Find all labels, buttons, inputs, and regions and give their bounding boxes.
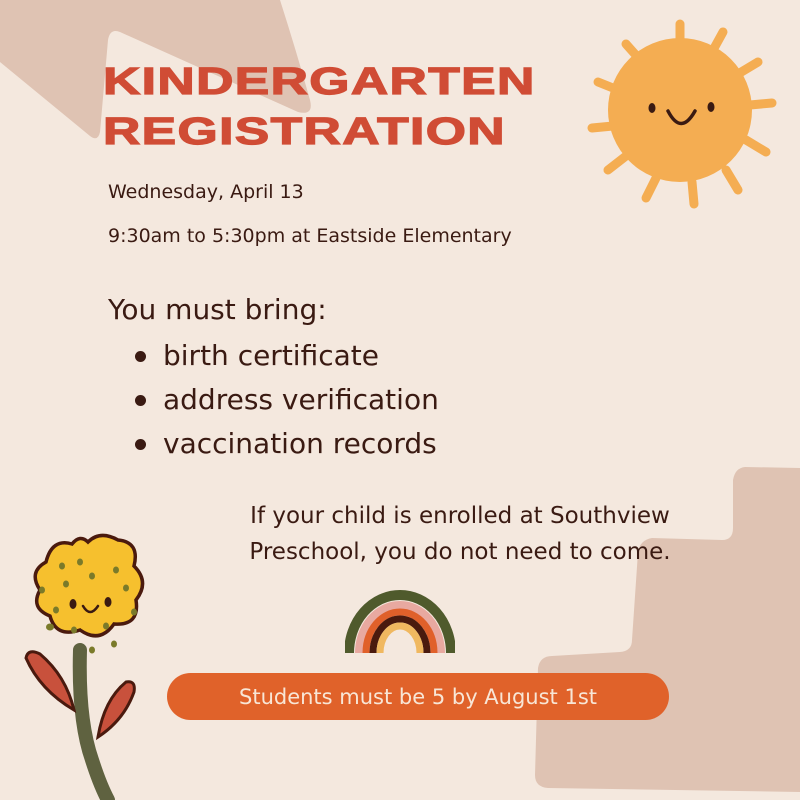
- title-line-1: KINDERGARTEN: [103, 61, 536, 103]
- title-line-2: REGISTRATION: [103, 111, 506, 153]
- age-requirement-banner: [167, 673, 669, 720]
- bullet-icon: [135, 395, 146, 406]
- list-item: [108, 380, 439, 424]
- smiling-flower-icon: [0, 520, 170, 800]
- event-date: Wednesday, April 13: [108, 181, 304, 203]
- list-item-label: vaccination records: [163, 427, 437, 460]
- rainbow-icon: [345, 590, 455, 655]
- event-time-location: 9:30am to 5:30pm at Eastside Elementary: [108, 225, 512, 247]
- bullet-icon: [135, 351, 146, 362]
- bring-heading: You must bring:: [108, 293, 327, 326]
- list-item: [108, 336, 439, 380]
- list-item: [108, 424, 439, 468]
- preschool-note: If your child is enrolled at Southview Preschool, you do not need to come.: [249, 503, 671, 565]
- list-item-label: address verification: [163, 383, 439, 416]
- bring-list: [108, 336, 439, 468]
- list-item-label: birth certificate: [163, 339, 379, 372]
- bullet-icon: [135, 439, 146, 450]
- age-requirement-text: Students must be 5 by August 1st: [239, 684, 597, 709]
- smiling-sun-icon: [580, 10, 780, 210]
